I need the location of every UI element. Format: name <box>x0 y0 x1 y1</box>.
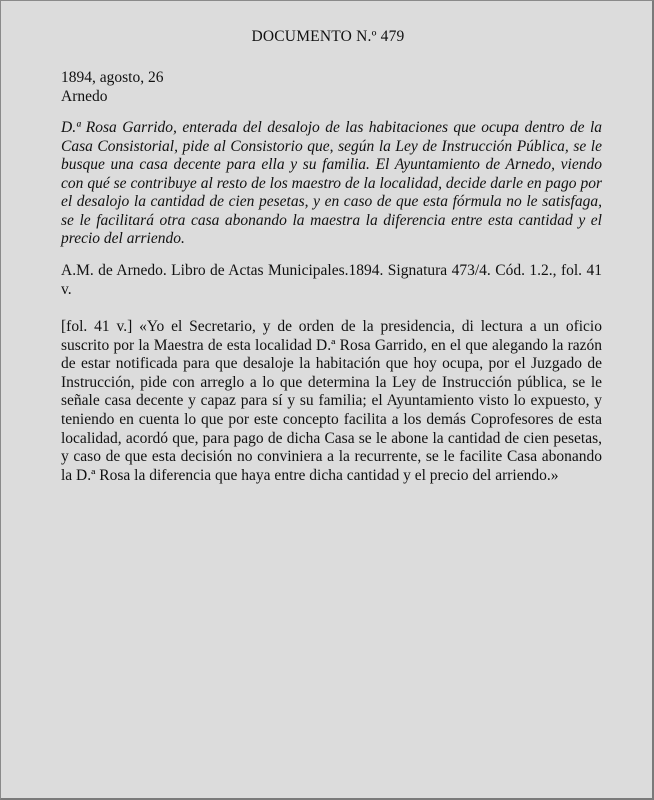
archival-source: A.M. de Arnedo. Libro de Actas Municipales.1894. Signatura 473/4. Cód. 1.2., fol. 41 v. <box>61 262 602 298</box>
document-transcription: [fol. 41 v.] «Yo el Secretario, y de orden de la presidencia, di lectura a un oficio suscrito por la Maestra de esta localidad D.ª Rosa Garrido, en el que alegando la razón de estar notificada para que desaloje la habitación que hoy ocupa, por el Juzgado de Instrucción, pide con arreglo a lo que determina la Ley de Instrucción pública, se le señale casa decente y capaz para sí y su familia; el Ayuntamiento visto lo expuesto, y teniendo en cuenta lo que por este concepto facilita a los demás Coprofesores de esta localidad, acordó que, para pago de dicha Casa se le abone la cantidad de cien pesetas, y caso de que esta decisión no conviniera a la recurrente, se le facilite Casa abonando la D.ª Rosa la diferencia que haya entre dicha cantidad y el precio del arriendo.» <box>61 318 602 484</box>
document-place: Arnedo <box>61 88 108 105</box>
date-place-block <box>61 68 163 106</box>
document-date: 1894, agosto, 26 <box>61 69 164 86</box>
document-summary: D.ª Rosa Garrido, enterada del desalojo de las habitaciones que ocupa dentro de la Casa Consistorial, pide al Consistorio que, según la Ley de Instrucción Pública, se le busque una casa decente para ella y su familia. El Ayuntamiento de Arnedo, viendo con qué se contribuye al resto de los maestro de la localidad, decide darle en pago por el desalojo la cantidad de cien pesetas, y en caso de que esta fórmula no le satisfaga, se le facilitará otra casa abonando la maestra la diferencia entre esta cantidad y el precio del arriendo. <box>61 119 602 247</box>
document-title: DOCUMENTO N.º 479 <box>251 28 405 45</box>
